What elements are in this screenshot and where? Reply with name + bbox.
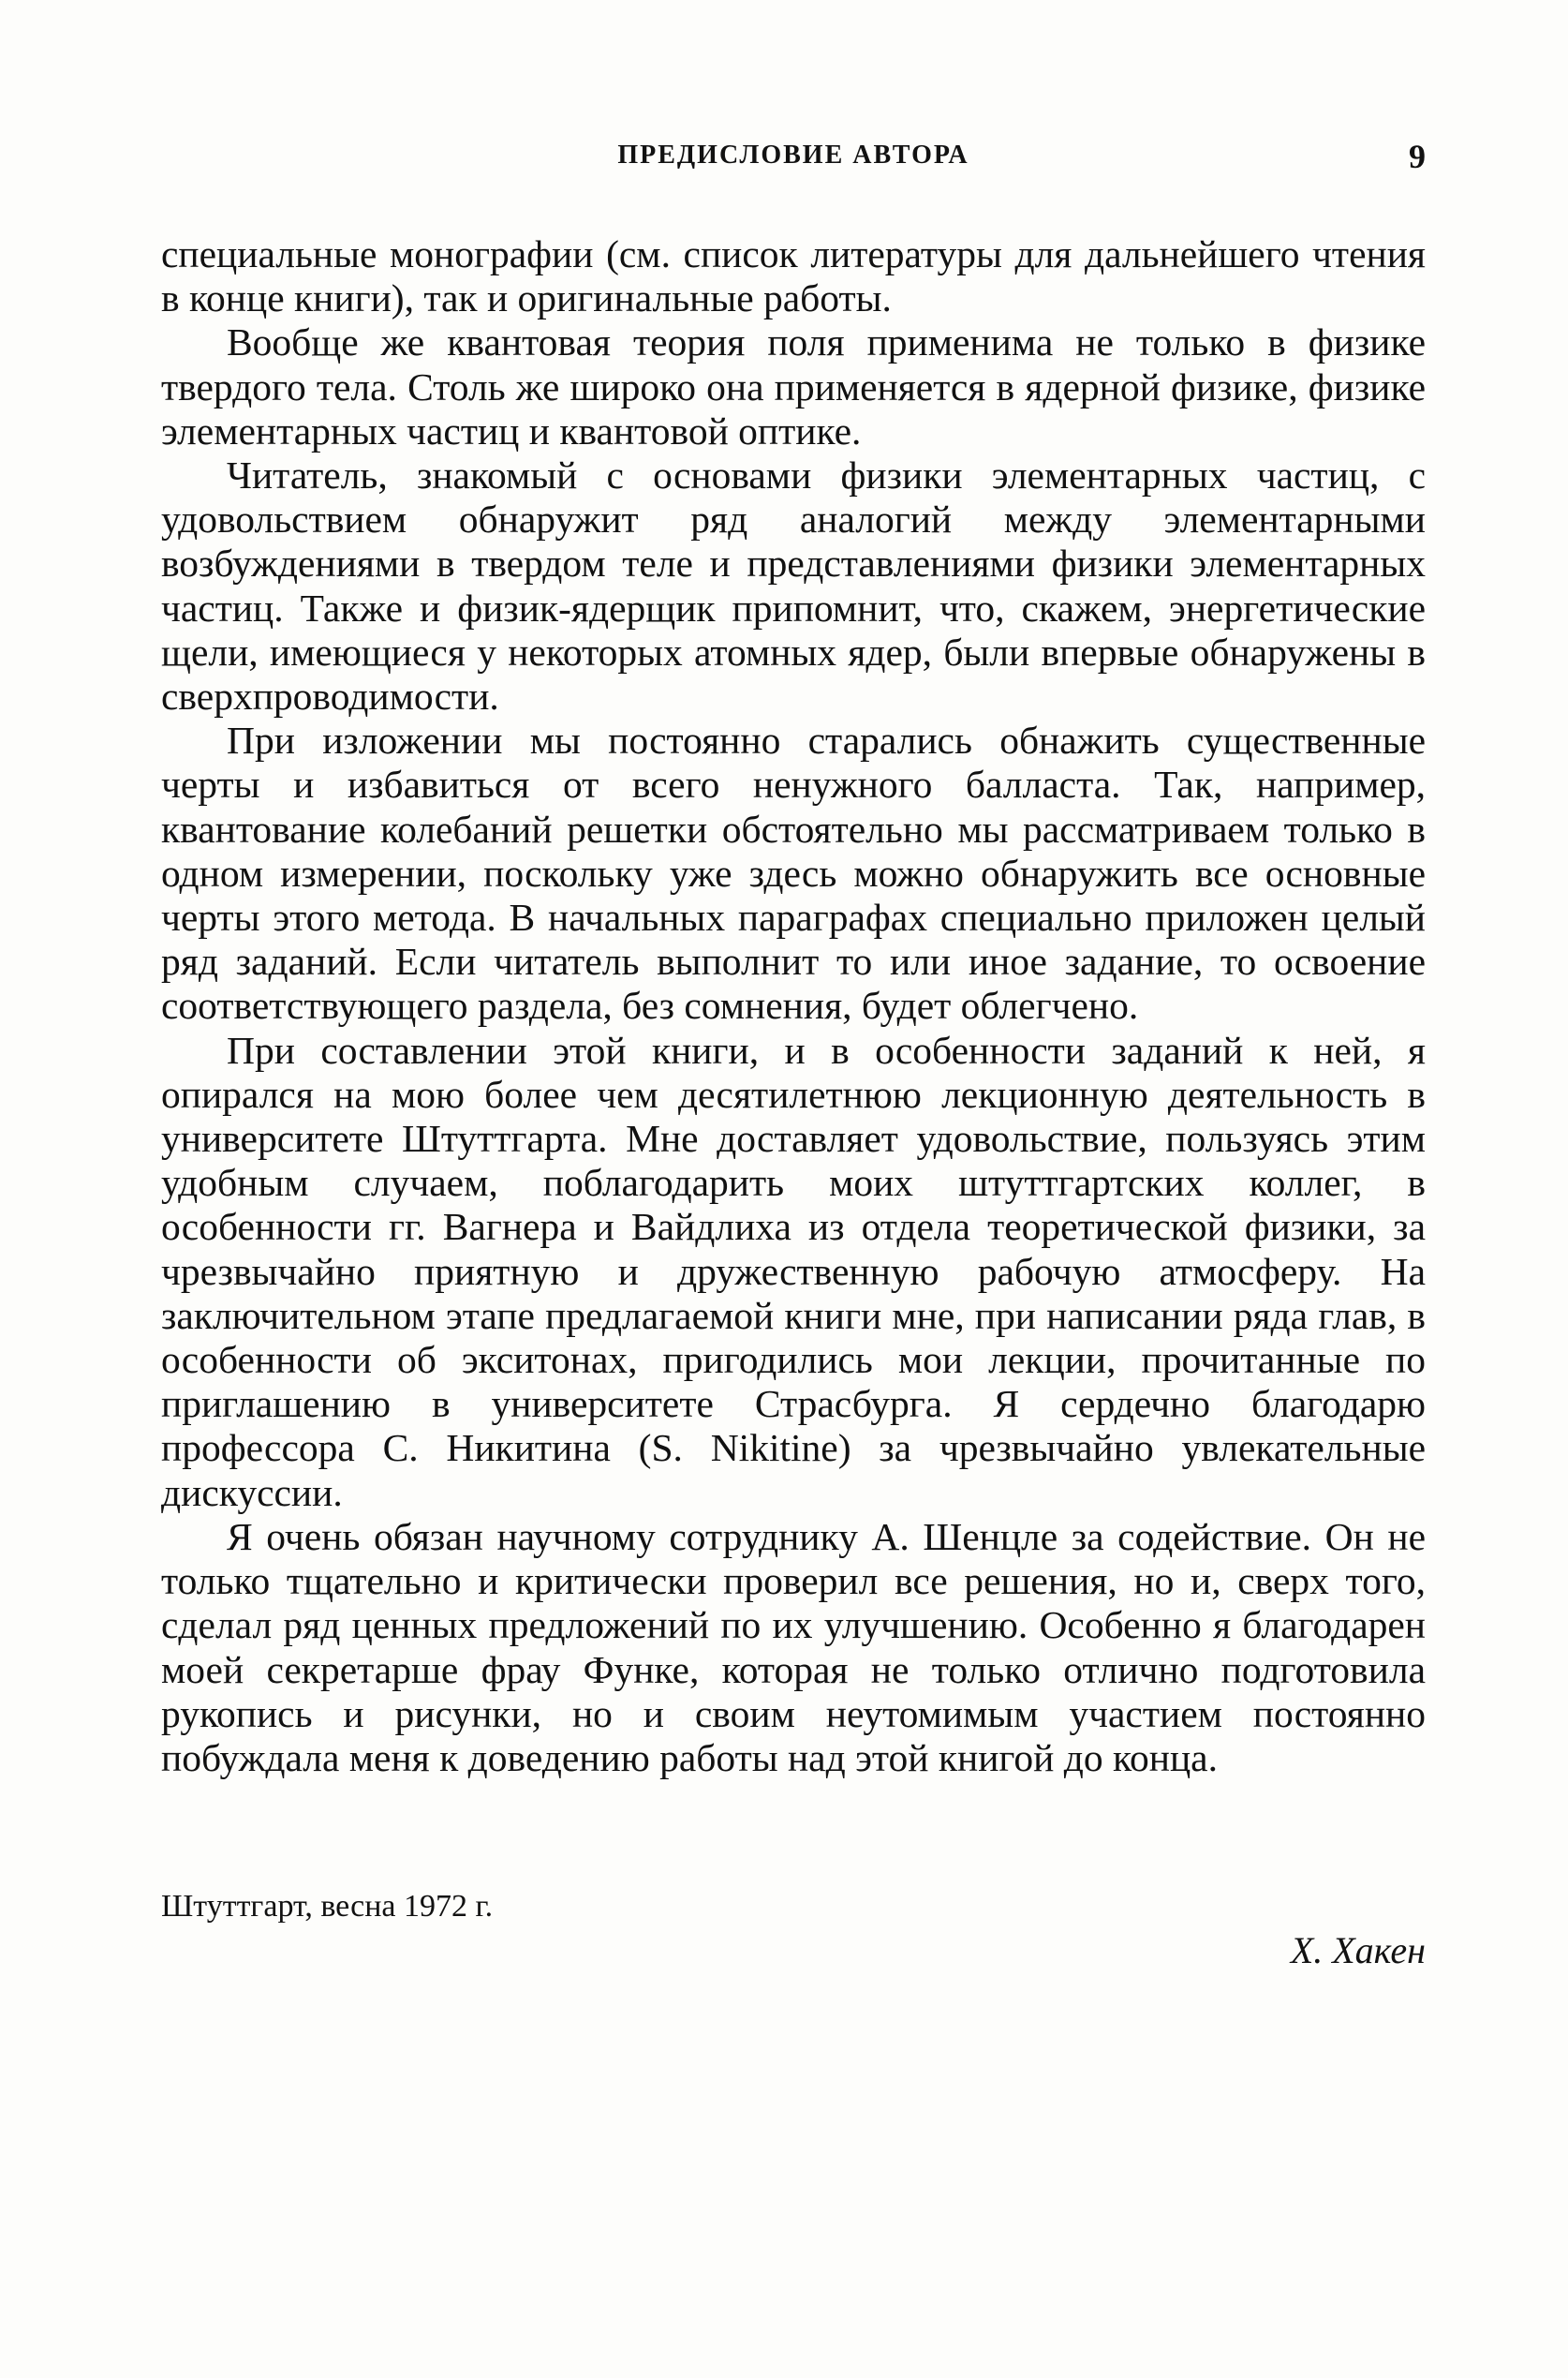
paragraph-acknowledgements-colleagues: При составлении этой книги, и в особенности заданий к ней, я опирался на мою более чем десятилетнюю лекционную деятельность в университете Штуттгарта. Мне доставляет удовольствие, пользуясь этим удобным случаем, поблагодарить моих штуттгартских коллег, в особенности гг. Вагнера и Вайдлиха из отдела теоретической физики, за чрезвычайно приятную и дружественную рабочую атмосферу. На заключительном этапе предлагаемой книги мне, при написании ряда глав, в особенности об экситонах, пригодились мои лекции, прочитанные по приглашению в университете Страсбурга. Я сердечно благодарю профессора С. Никитина (S. Nikitine) за чрезвычайно увлекательные дискуссии.: [161, 1028, 1426, 1514]
place-date: Штуттгарт, весна 1972 г.: [161, 1889, 494, 1924]
paragraph-continuation: специальные монографии (см. список литературы для дальнейшего чтения в конце книги), так и оригинальные работы.: [161, 232, 1426, 320]
paragraph-scope: Вообще же квантовая теория поля применима не только в физике твердого тела. Столь же широко она применяется в ядерной физике, физике элементарных частиц и квантовой оптике.: [161, 320, 1426, 453]
running-head: [161, 138, 1426, 187]
signoff: [161, 1889, 1426, 1983]
author-signature: Х. Хакен: [1290, 1929, 1426, 1971]
paragraph-analogies: Читатель, знакомый с основами физики элементарных частиц, с удовольствием обнаружит ряд аналогий между элементарными возбуждениями в твердом теле и представлениями физики элементарных частиц. Также и физик-ядерщик припомнит, что, скажем, энергетические щели, имеющиеся у некоторых атомных ядер, были впервые обнаружены в сверхпроводимости.: [161, 453, 1426, 719]
paragraph-acknowledgements-staff: Я очень обязан научному сотруднику А. Шенцле за содействие. Он не только тщательно и критически проверил все решения, но и, сверх того, сделал ряд ценных предложений по их улучшению. Особенно я благодарен моей секретарше фрау Функе, которая не только отлично подготовила рукопись и рисунки, но и своим неутомимым участием постоянно побуждала меня к доведению работы над этой книгой до конца.: [161, 1514, 1426, 1779]
paragraph-method: При изложении мы постоянно старались обнажить существенные черты и избавиться от всего ненужного балласта. Так, например, квантование колебаний решетки обстоятельно мы рассматриваем только в одном измерении, поскольку уже здесь можно обнаружить все основные черты этого метода. В начальных параграфах специально приложен целый ряд заданий. Если читатель выполнит то или иное задание, то освоение соответствующего раздела, без сомнения, будет облегчено.: [161, 719, 1426, 1028]
page-number: 9: [1409, 138, 1426, 175]
running-title: ПРЕДИСЛОВИЕ АВТОРА: [617, 141, 969, 170]
body-text: [161, 232, 1426, 1780]
